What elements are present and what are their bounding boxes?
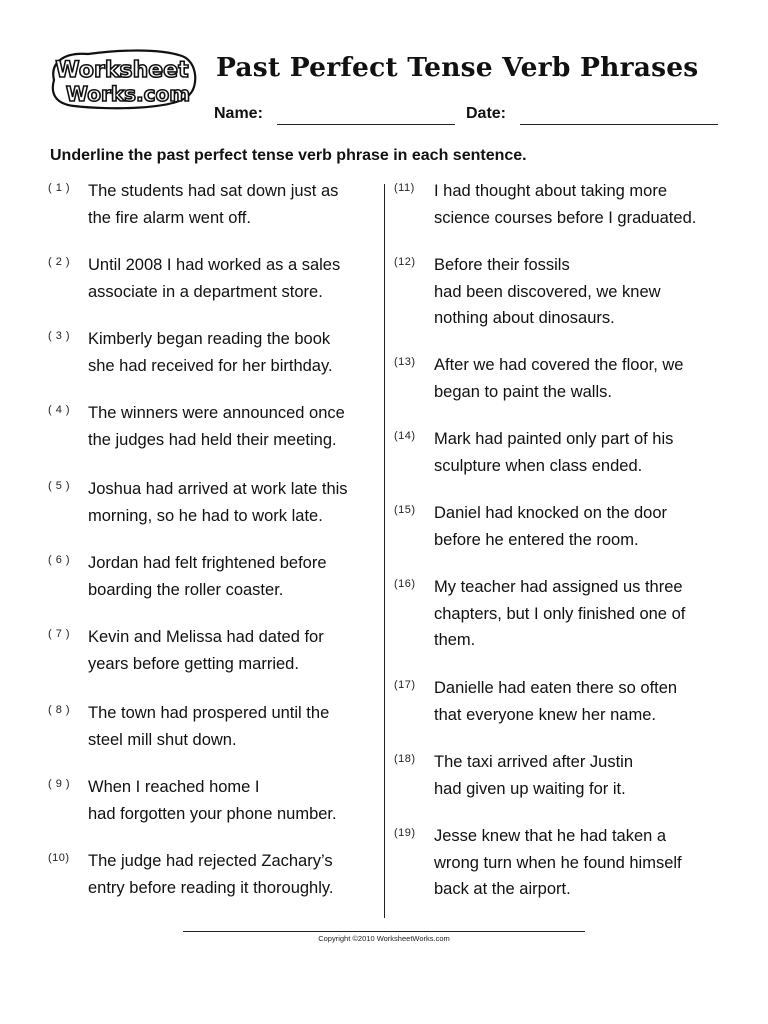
sentence-line: morning, so he had to work late. — [88, 506, 323, 525]
sentence-line: steel mill shut down. — [88, 730, 237, 749]
question-text — [434, 426, 734, 479]
sentence-line: The winners were announced once — [88, 404, 345, 422]
sentence-line: Danielle had eaten there so often — [434, 679, 678, 697]
question-text — [434, 178, 734, 231]
question-number: (11) — [394, 182, 415, 194]
sentence-line: chapters, but I only finished one of — [434, 604, 686, 623]
sentence-line: had been discovered, we knew — [434, 282, 661, 301]
sentence-line: began to paint the walls. — [434, 382, 612, 401]
sentence-line: associate in a department store. — [88, 282, 323, 301]
question-number: (16) — [394, 578, 416, 590]
sentence-line: The students had sat down just as — [88, 182, 339, 200]
logo-line1: Worksheet — [55, 58, 189, 83]
column-divider — [384, 184, 385, 918]
sentence-line: After we had covered the floor, we — [434, 356, 684, 374]
question-number: ( 1 ) — [48, 182, 71, 194]
question-number: ( 2 ) — [48, 256, 71, 268]
date-label: Date: — [466, 105, 507, 122]
sentence-line: nothing about dinosaurs. — [434, 309, 615, 327]
question-text — [88, 774, 378, 827]
question-number: (13) — [394, 356, 416, 368]
question-text — [434, 252, 734, 332]
question-text — [434, 675, 734, 728]
sentence-line: had forgotten your phone number. — [88, 804, 337, 823]
question-text — [88, 400, 378, 453]
sentence-line: Joshua had arrived at work late this — [88, 480, 348, 498]
question-text — [434, 749, 734, 802]
question-number: ( 9 ) — [48, 778, 71, 790]
sentence-line: that everyone knew her name. — [434, 705, 656, 724]
question-text — [88, 476, 378, 529]
question-text — [434, 574, 734, 654]
question-number: ( 7 ) — [48, 628, 71, 640]
question-text — [88, 178, 378, 231]
question-number: (18) — [394, 753, 416, 765]
question-text — [434, 500, 734, 553]
sentence-line: When I reached home I — [88, 778, 260, 796]
sentence-line: Kimberly began reading the book — [88, 330, 331, 348]
sentence-line: The town had prospered until the — [88, 704, 330, 722]
question-text — [88, 252, 378, 305]
question-number: ( 6 ) — [48, 554, 71, 566]
sentence-line: science courses before I graduated. — [434, 208, 697, 227]
question-number: (17) — [394, 679, 416, 691]
sentence-line: The taxi arrived after Justin — [434, 753, 633, 771]
sentence-line: the fire alarm went off. — [88, 208, 251, 227]
sentence-line: Before their fossils — [434, 256, 570, 274]
question-number: (19) — [394, 827, 416, 839]
sentence-line: Jordan had felt frightened before — [88, 554, 327, 572]
sentence-line: before he entered the room. — [434, 530, 639, 549]
question-number: (12) — [394, 256, 416, 268]
worksheetworks-logo — [48, 46, 198, 112]
question-number: ( 3 ) — [48, 330, 71, 342]
question-text — [88, 700, 378, 753]
instructions: Underline the past perfect tense verb phrase in each sentence. — [50, 147, 527, 164]
date-field-line[interactable] — [520, 124, 718, 125]
sentence-line: Until 2008 I had worked as a sales — [88, 256, 341, 274]
question-number: (10) — [48, 852, 70, 864]
question-text — [88, 550, 378, 603]
question-number: ( 4 ) — [48, 404, 71, 416]
sentence-line: them. — [434, 631, 476, 649]
name-field-line[interactable] — [277, 124, 455, 125]
sentence-line: I had thought about taking more — [434, 182, 667, 200]
sentence-line: boarding the roller coaster. — [88, 580, 284, 599]
sentence-line: Jesse knew that he had taken a — [434, 827, 667, 845]
sentence-line: wrong turn when he found himself — [434, 853, 682, 872]
sentence-line: she had received for her birthday. — [88, 356, 333, 375]
sentence-line: years before getting married. — [88, 654, 299, 673]
question-number: ( 5 ) — [48, 480, 71, 492]
sentence-line: Kevin and Melissa had dated for — [88, 628, 324, 646]
sentence-line: had given up waiting for it. — [434, 779, 626, 798]
question-number: ( 8 ) — [48, 704, 71, 716]
sentence-line: back at the airport. — [434, 880, 571, 898]
question-text — [88, 624, 378, 677]
sentence-line: entry before reading it thoroughly. — [88, 878, 334, 897]
question-number: (14) — [394, 430, 416, 442]
worksheet-title: Past Perfect Tense Verb Phrases — [216, 52, 699, 83]
question-text — [88, 848, 378, 901]
question-text — [434, 352, 734, 405]
sentence-line: the judges had held their meeting. — [88, 430, 337, 449]
copyright-notice: Copyright ©2010 WorksheetWorks.com — [318, 934, 450, 943]
question-number: (15) — [394, 504, 416, 516]
name-label: Name: — [214, 105, 263, 122]
question-text — [88, 326, 378, 379]
sentence-line: Mark had painted only part of his — [434, 430, 674, 448]
sentence-line: sculpture when class ended. — [434, 456, 643, 475]
sentence-line: The judge had rejected Zachary’s — [88, 852, 333, 870]
question-text — [434, 823, 734, 903]
logo-line2: Works.com — [65, 82, 191, 106]
footer-rule — [183, 931, 585, 932]
sentence-line: My teacher had assigned us three — [434, 578, 683, 596]
sentence-line: Daniel had knocked on the door — [434, 504, 667, 522]
